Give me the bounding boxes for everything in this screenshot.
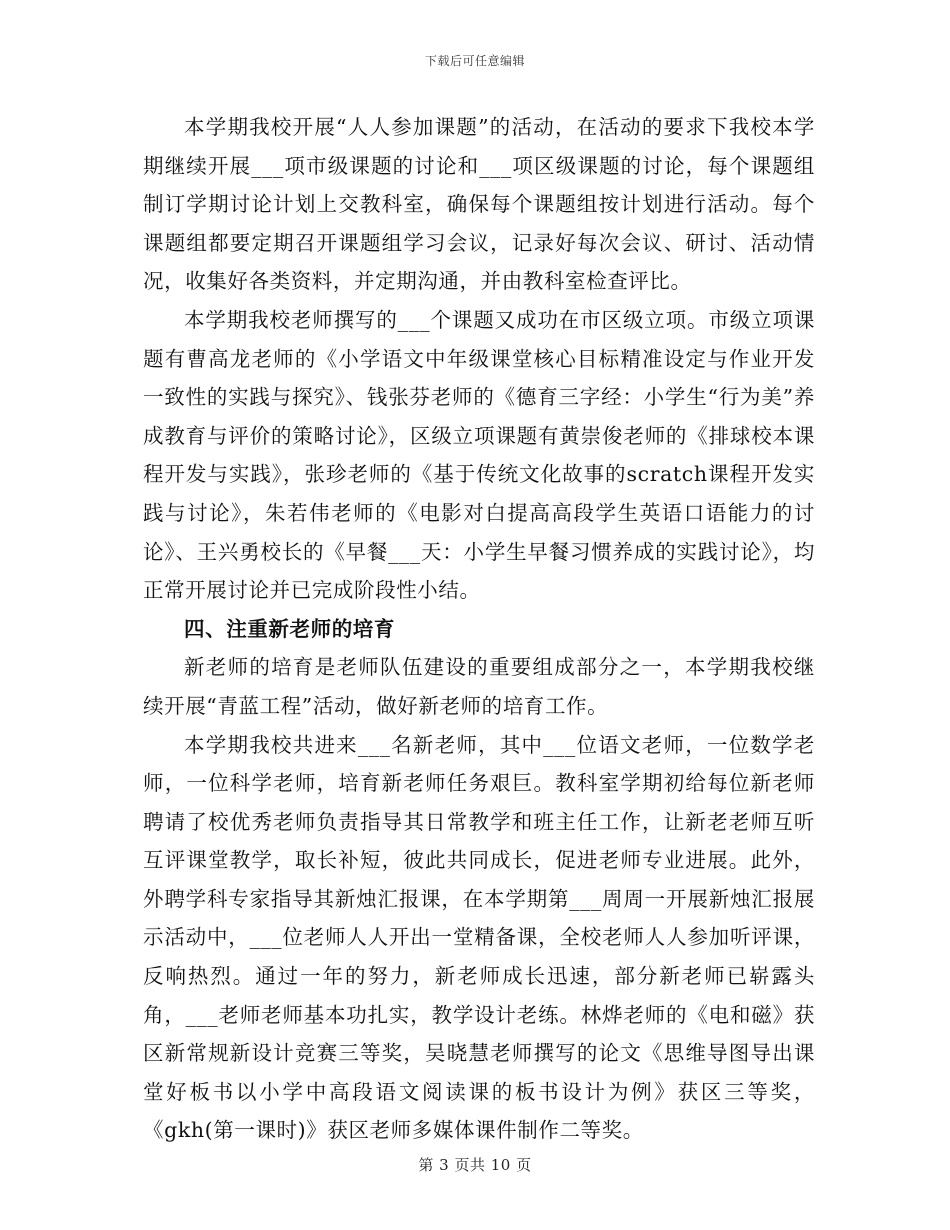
page-header: 下载后可任意编辑	[424, 54, 525, 68]
paragraph-new-teacher-intro: 新老师的培育是老师队伍建设的重要组成部分之一，本学期我校继续开展“青蓝工程”活动，做好新老师的培育工作。	[143, 655, 815, 718]
section-heading: 四、注重新老师的培育	[184, 616, 395, 641]
paragraph-project-approval: 本学期我校老师撰写的___个课题又成功在市区级立项。市级立项课题有曹高龙老师的《小学语文中年级课堂核心目标精准设定与作业开发一致性的实践与探究》、钱张芬老师的《德育三字经：小学生“行为美”养成教育与评价的策略讨论》，区级立项课题有黄崇俊老师的《排球校本课程开发与实践》，张珍老师的《基于传统文化故事的scratch课程开发实践与讨论》，朱若伟老师的《电影对白提高高段学生英语口语能力的讨论》、王兴勇校长的《早餐___天：小学生早餐习惯养成的实践讨论》，均正常开展讨论并已完成阶段性小结。	[143, 307, 815, 603]
page-footer: 第 3 页共 10 页	[418, 1156, 532, 1174]
paragraph-new-teacher-details: 本学期我校共进来___名新老师，其中___位语文老师，一位数学老师，一位科学老师，培育新老师任务艰巨。教科室学期初给每位新老师聘请了校优秀老师负责指导其日常教学和班主任工作，让新老老师互听互评课堂教学，取长补短，彼此共同成长，促进老师专业进展。此外，外聘学科专家指导其新烛汇报课，在本学期第___周周一开展新烛汇报展示活动中，___位老师人人开出一堂精备课，全校老师人人参加听评课，反响热烈。通过一年的努力，新老师成长迅速，部分新老师已崭露头角，___老师老师基本功扎实，教学设计老练。林烨老师的《电和磁》获区新常规新设计竞赛三等奖，吴晓慧老师撰写的论文《思维导图导出课堂好板书以小学中高段语文阅读课的板书设计为例》获区三等奖，《gkh(第一课时)》获区老师多媒体课件制作二等奖。	[143, 732, 815, 1143]
document-body	[143, 108, 815, 1150]
paragraph-research-activity: 本学期我校开展“人人参加课题”的活动，在活动的要求下我校本学期继续开展___项市级课题的讨论和___项区级课题的讨论，每个课题组制订学期讨论计划上交教科室，确保每个课题组按计划进行活动。每个课题组都要定期召开课题组学习会议，记录好每次会议、研讨、活动情况，收集好各类资料，并定期沟通，并由教科室检查评比。	[143, 115, 815, 294]
